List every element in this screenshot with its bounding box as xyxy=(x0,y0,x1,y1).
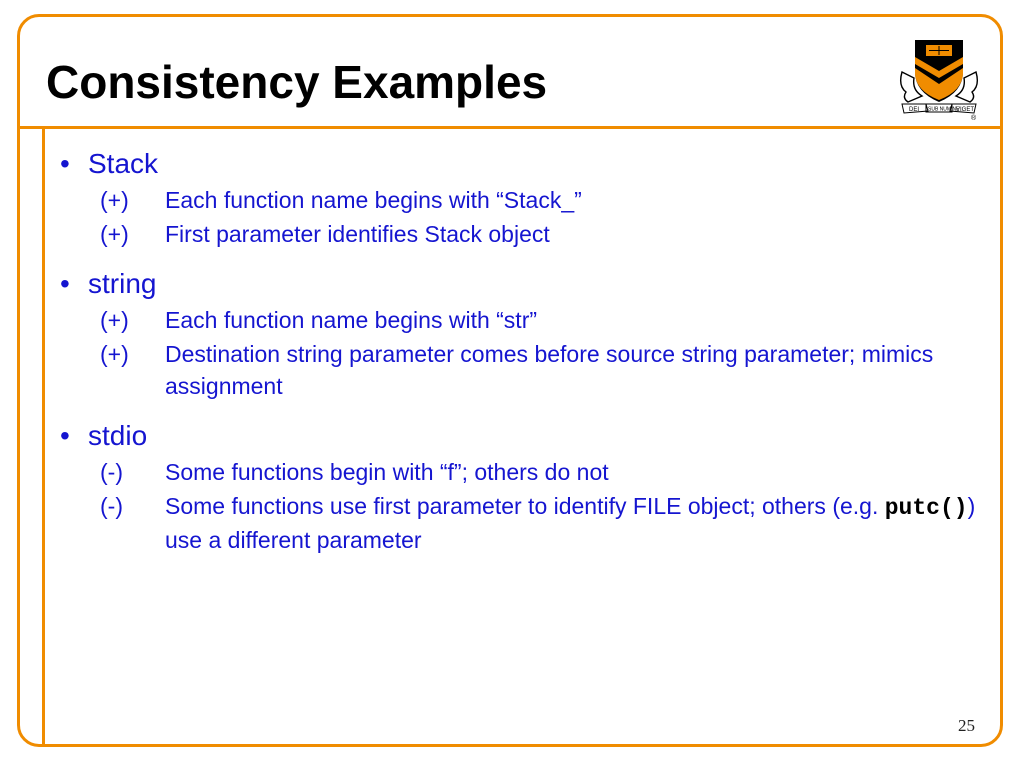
section-string xyxy=(60,266,990,402)
logo-motto-right: VIGET xyxy=(956,107,975,113)
item-text-after: ) use a different parameter xyxy=(165,493,976,553)
list-item xyxy=(60,218,990,250)
item-text: Each function name begins with “Stack_” xyxy=(165,187,582,213)
slide-title: Consistency Examples xyxy=(46,56,548,108)
left-margin-rule xyxy=(42,126,45,747)
item-text: Destination string parameter comes before source string parameter; mimics assignment xyxy=(165,341,934,399)
list-item xyxy=(60,338,990,402)
list-item xyxy=(60,184,990,216)
slide-body xyxy=(60,146,990,572)
section-stdio xyxy=(60,418,990,556)
item-mark: (+) xyxy=(100,307,129,333)
section-heading-text: string xyxy=(88,268,157,299)
logo-motto-middle: SUB NUMINE xyxy=(928,106,960,113)
page-number: 25 xyxy=(958,716,975,735)
item-mark: (+) xyxy=(100,221,129,247)
registered-mark: ® xyxy=(971,115,977,120)
item-text: First parameter identifies Stack object xyxy=(165,221,550,247)
section-stack xyxy=(60,146,990,250)
bullet-icon: • xyxy=(60,420,70,451)
list-item xyxy=(60,304,990,336)
section-heading xyxy=(60,146,990,182)
item-mark: (+) xyxy=(100,341,129,367)
list-item xyxy=(60,456,990,488)
item-text: Each function name begins with “str” xyxy=(165,307,538,333)
item-text xyxy=(165,490,985,556)
bullet-icon: • xyxy=(60,148,70,179)
item-mark: (-) xyxy=(100,493,123,519)
item-text: Some functions begin with “f”; others do not xyxy=(165,459,609,485)
logo-motto-left: DEI xyxy=(909,107,920,113)
title-divider xyxy=(17,126,1003,129)
section-heading-text: stdio xyxy=(88,420,148,451)
section-heading-text: Stack xyxy=(88,148,159,179)
item-mark: (-) xyxy=(100,459,123,485)
code-snippet: putc() xyxy=(884,495,968,521)
section-heading xyxy=(60,418,990,454)
bullet-icon: • xyxy=(60,268,70,299)
item-text-before: Some functions use first parameter to identify FILE object; others (e.g. xyxy=(165,493,885,519)
item-mark: (+) xyxy=(100,187,129,213)
section-heading xyxy=(60,266,990,302)
list-item xyxy=(60,490,990,556)
princeton-shield-icon xyxy=(898,34,980,120)
